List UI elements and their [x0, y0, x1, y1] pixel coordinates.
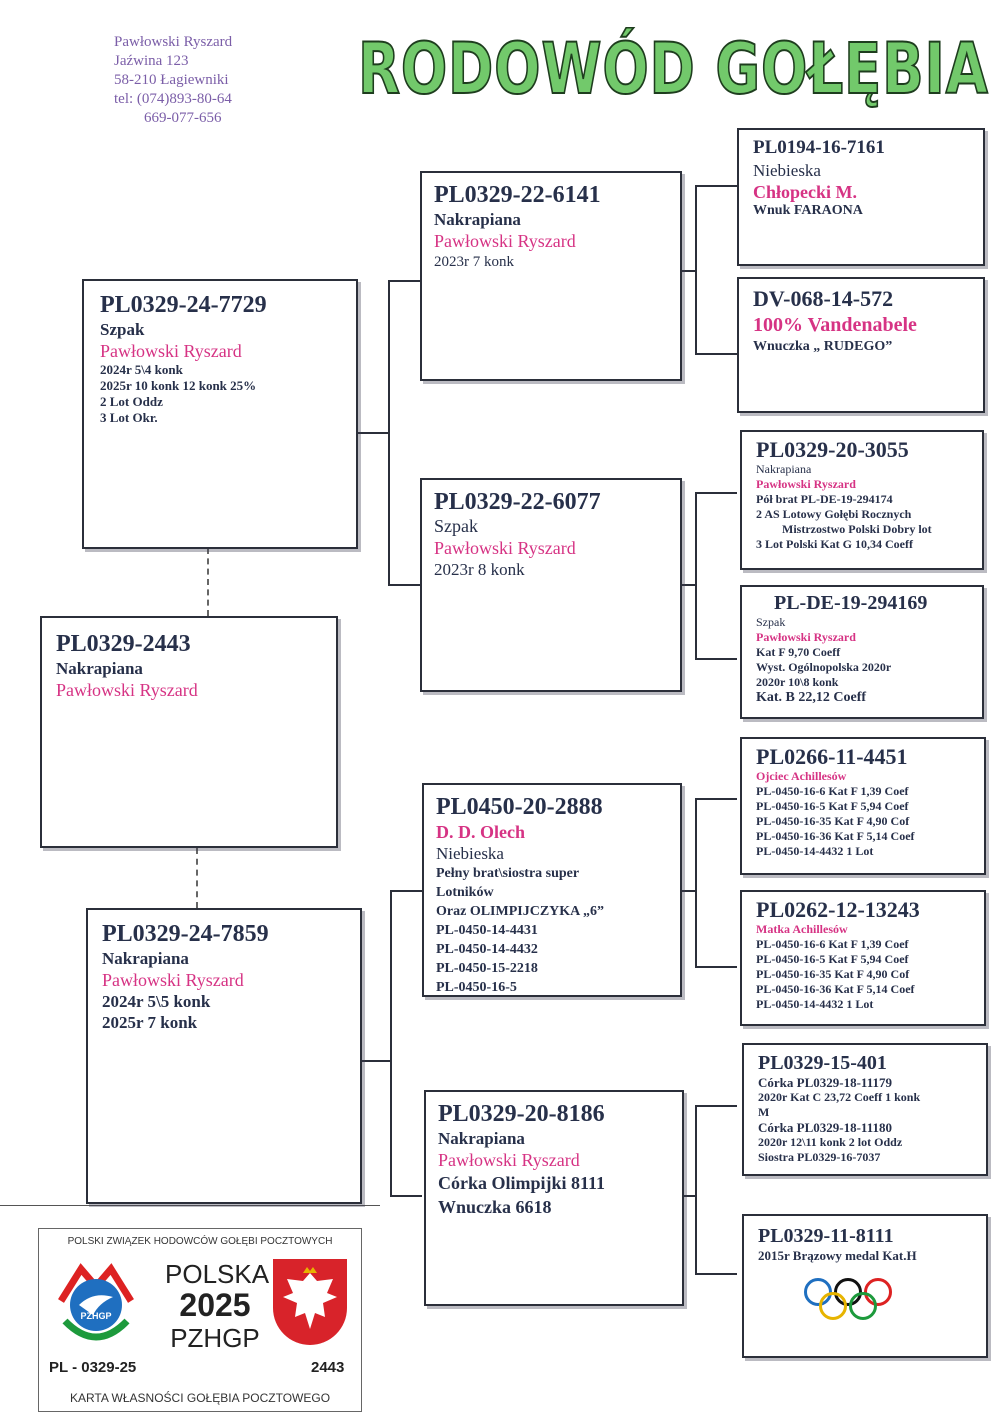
pigeon-color: Nakrapiana	[756, 462, 812, 476]
pigeon-note: PL-0450-16-6 Kat F 1,39 Coef	[756, 937, 909, 951]
connector	[360, 1060, 392, 1062]
pigeon-note: 3 Lot Okr.	[100, 410, 158, 425]
pigeon-note: 2 Lot Oddz	[100, 394, 163, 409]
pigeon-color: Szpak	[434, 516, 478, 536]
logo-text: PZHGP	[80, 1311, 112, 1321]
mf-sire-box	[740, 737, 986, 875]
pigeon-note: PL-0450-16-36 Kat F 5,14 Coef	[756, 982, 915, 996]
connector	[695, 798, 737, 800]
connector	[695, 658, 737, 660]
card-polska: POLSKA	[165, 1259, 270, 1289]
pigeon-owner: D. D. Olech	[436, 822, 525, 842]
ff-dam-box	[737, 277, 985, 413]
pigeon-note: 2023r 8 konk	[434, 560, 525, 579]
main-pigeon-box	[40, 616, 338, 848]
pigeon-note: 2023r 7 konk	[434, 254, 514, 270]
fm-sire-box	[740, 430, 984, 570]
address-phone: tel: (074)893-80-64	[114, 91, 232, 107]
pigeon-id: PL0262-12-13243	[756, 897, 920, 922]
connector-dashed	[196, 848, 198, 908]
pigeon-note: Wnuczka „ RUDEGO”	[753, 339, 893, 354]
card-org: POLSKI ZWIĄZEK HODOWCÓW GOŁĘBI POCZTOWYCH	[67, 1236, 333, 1247]
pigeon-id: PL0329-24-7729	[100, 292, 267, 318]
pigeon-note: PL-0450-16-6 Kat F 1,39 Coef	[756, 784, 909, 798]
connector	[388, 280, 422, 282]
ownership-card	[38, 1228, 362, 1412]
pigeon-daughter: Córka PL0329-18-11179	[758, 1075, 892, 1090]
pigeon-color: Nakrapiana	[102, 949, 189, 968]
pigeon-note: PL-0450-14-4432	[436, 942, 538, 957]
pigeon-id: PL0194-16-7161	[753, 137, 885, 158]
pigeon-owner: Pawłowski Ryszard	[756, 477, 856, 491]
mother-dam-box	[424, 1090, 684, 1306]
mf-dam-box	[740, 890, 986, 1026]
connector	[680, 890, 697, 892]
pigeon-note: 3 Lot Polski Kat G 10,34 Coeff	[756, 537, 913, 551]
connector	[695, 353, 737, 355]
pigeon-note: 2024r 5\4 konk	[100, 362, 183, 377]
pigeon-note: Oraz OLIMPIJCZYKA „6”	[436, 904, 604, 919]
pigeon-id: PL0329-2443	[56, 631, 191, 657]
mm-dam-box	[742, 1214, 988, 1358]
pigeon-note: PL-0450-16-35 Kat F 4,90 Cof	[756, 967, 910, 981]
olympic-rings-icon	[804, 1278, 904, 1326]
pigeon-sister: Siostra PL0329-16-7037	[758, 1150, 881, 1164]
breeder-address	[114, 33, 232, 128]
pigeon-note: PL-0450-14-4432 1 Lot	[756, 844, 874, 858]
pigeon-owner: Pawłowski Ryszard	[434, 538, 576, 558]
pigeon-color: Szpak	[100, 320, 145, 339]
mm-sire-box	[742, 1043, 988, 1176]
pigeon-owner: Pawłowski Ryszard	[434, 231, 576, 251]
pigeon-note: Lotników	[436, 885, 494, 900]
card-ring-number: PL - 0329-25	[49, 1359, 137, 1376]
card-pigeon-number: 2443	[311, 1359, 345, 1376]
pigeon-note: Wyst. Ogólnopolska 2020r	[756, 660, 892, 674]
pigeon-note: PL-0450-14-4432 1 Lot	[756, 997, 874, 1011]
mother-box	[86, 908, 362, 1204]
address-city: 58-210 Łagiewniki	[114, 72, 229, 88]
pigeon-owner: Pawłowski Ryszard	[56, 680, 198, 700]
address-name: Pawłowski Ryszard	[114, 34, 233, 50]
pigeon-note: PL-0450-16-5 Kat F 5,94 Coef	[756, 952, 909, 966]
pigeon-id: PL-DE-19-294169	[774, 592, 928, 614]
connector	[390, 890, 422, 892]
card-footer: KARTA WŁASNOŚCI GOŁĘBIA POCZTOWEGO	[69, 1391, 331, 1405]
pigeon-id: PL0329-11-8111	[758, 1225, 894, 1247]
pigeon-owner: Pawłowski Ryszard	[102, 970, 244, 990]
pigeon-id: PL0329-24-7859	[102, 921, 269, 947]
pzhgp-logo-icon	[53, 1261, 139, 1347]
pigeon-color: Niebieska	[753, 161, 821, 180]
pigeon-note: 2025r 7 konk	[102, 1013, 198, 1032]
pigeon-owner: 100% Vandenabele	[753, 314, 917, 336]
pigeon-note: Córka Olimpijki 8111	[438, 1173, 606, 1193]
connector	[680, 270, 697, 272]
pigeon-note: 2020r Kat C 23,72 Coeff 1 konk	[758, 1090, 921, 1104]
pigeon-owner: Chłopecki M.	[753, 182, 858, 202]
father-sire-box	[420, 171, 682, 381]
mother-sire-box	[422, 783, 682, 997]
pigeon-note: 2024r 5\5 konk	[102, 992, 211, 1011]
pigeon-note: 2 AS Lotowy Gołębi Rocznych	[756, 507, 912, 521]
eagle-icon	[273, 1259, 347, 1345]
pigeon-note: M	[758, 1105, 770, 1119]
pigeon-note: Wnuczka 6618	[438, 1197, 552, 1217]
pigeon-color: Nakrapiana	[434, 210, 521, 229]
pigeon-note: Kat. B 22,12 Coeff	[756, 690, 867, 705]
pigeon-note: Kat F 9,70 Coeff	[756, 645, 841, 659]
connector	[695, 1105, 697, 1275]
connector	[695, 185, 737, 187]
pzhgp-logo	[53, 1261, 139, 1347]
pigeon-note: 2025r 10 konk 12 konk 25%	[100, 378, 257, 393]
pigeon-note: 2020r 10\8 konk	[756, 675, 839, 689]
pigeon-id: PL0329-22-6141	[434, 182, 601, 208]
connector	[358, 432, 390, 434]
pigeon-id: PL0450-20-2888	[436, 794, 603, 820]
connector-dashed	[207, 548, 209, 616]
ff-sire-box	[737, 128, 985, 266]
fm-dam-box	[740, 585, 984, 719]
pigeon-id: PL0329-15-401	[758, 1052, 887, 1074]
father-box	[82, 279, 358, 549]
pigeon-color: Nakrapiana	[56, 659, 143, 678]
pigeon-label: Matka Achillesów	[756, 922, 848, 936]
pigeon-note: PL-0450-16-36 Kat F 5,14 Coef	[756, 829, 915, 843]
eagle-emblem-icon	[273, 1259, 347, 1345]
pigeon-note: PL-0450-16-5 Kat F 5,94 Coef	[756, 799, 909, 813]
address-street: Jaźwina 123	[114, 53, 189, 69]
connector	[390, 890, 392, 1196]
pigeon-note: PL-0450-15-2218	[436, 961, 538, 976]
pigeon-daughter: Córka PL0329-18-11180	[758, 1120, 892, 1135]
pigeon-id: PL0329-20-3055	[756, 437, 909, 462]
connector	[388, 584, 422, 586]
pigeon-owner: Pawłowski Ryszard	[756, 630, 856, 644]
pigeon-note: Pół brat PL-DE-19-294174	[756, 492, 893, 506]
card-year: 2025	[179, 1287, 251, 1323]
pigeon-note: PL-0450-14-4431	[436, 923, 538, 938]
divider	[0, 1205, 380, 1206]
pigeon-note: Wnuk FARAONA	[753, 203, 863, 218]
pigeon-note: 2020r 12\11 konk 2 lot Oddz	[758, 1135, 903, 1149]
pigeon-owner: Pawłowski Ryszard	[100, 341, 242, 361]
pigeon-note: PL-0450-16-5	[436, 980, 517, 995]
pigeon-color: Niebieska	[436, 844, 504, 863]
address-mobile: 669-077-656	[144, 110, 222, 126]
pigeon-note: Pełny brat\siostra super	[436, 866, 580, 881]
pigeon-note: Mistrzostwo Polski Dobry lot	[782, 522, 932, 536]
father-dam-box	[420, 478, 682, 692]
pigeon-note: 2015r Brązowy medal Kat.H	[758, 1248, 917, 1263]
connector	[695, 966, 737, 968]
pigeon-id: PL0329-20-8186	[438, 1101, 605, 1127]
pigeon-note: PL-0450-16-35 Kat F 4,90 Cof	[756, 814, 910, 828]
connector	[695, 492, 697, 660]
pigeon-owner: Pawłowski Ryszard	[438, 1150, 580, 1170]
card-pzhgp: PZHGP	[170, 1323, 260, 1353]
connector	[695, 1273, 737, 1275]
pigeon-id: PL0329-22-6077	[434, 489, 601, 515]
pigeon-id: PL0266-11-4451	[756, 744, 908, 769]
connector	[695, 1105, 737, 1107]
page-title: RODOWÓD GOŁĘBIA	[358, 28, 989, 110]
connector	[695, 492, 737, 494]
connector	[390, 1195, 422, 1197]
pigeon-id: DV-068-14-572	[753, 286, 894, 311]
pigeon-color: Nakrapiana	[438, 1129, 525, 1148]
pigeon-color: Szpak	[756, 615, 786, 629]
pigeon-label: Ojciec Achillesów	[756, 769, 847, 783]
connector	[695, 798, 697, 968]
connector	[680, 584, 697, 586]
